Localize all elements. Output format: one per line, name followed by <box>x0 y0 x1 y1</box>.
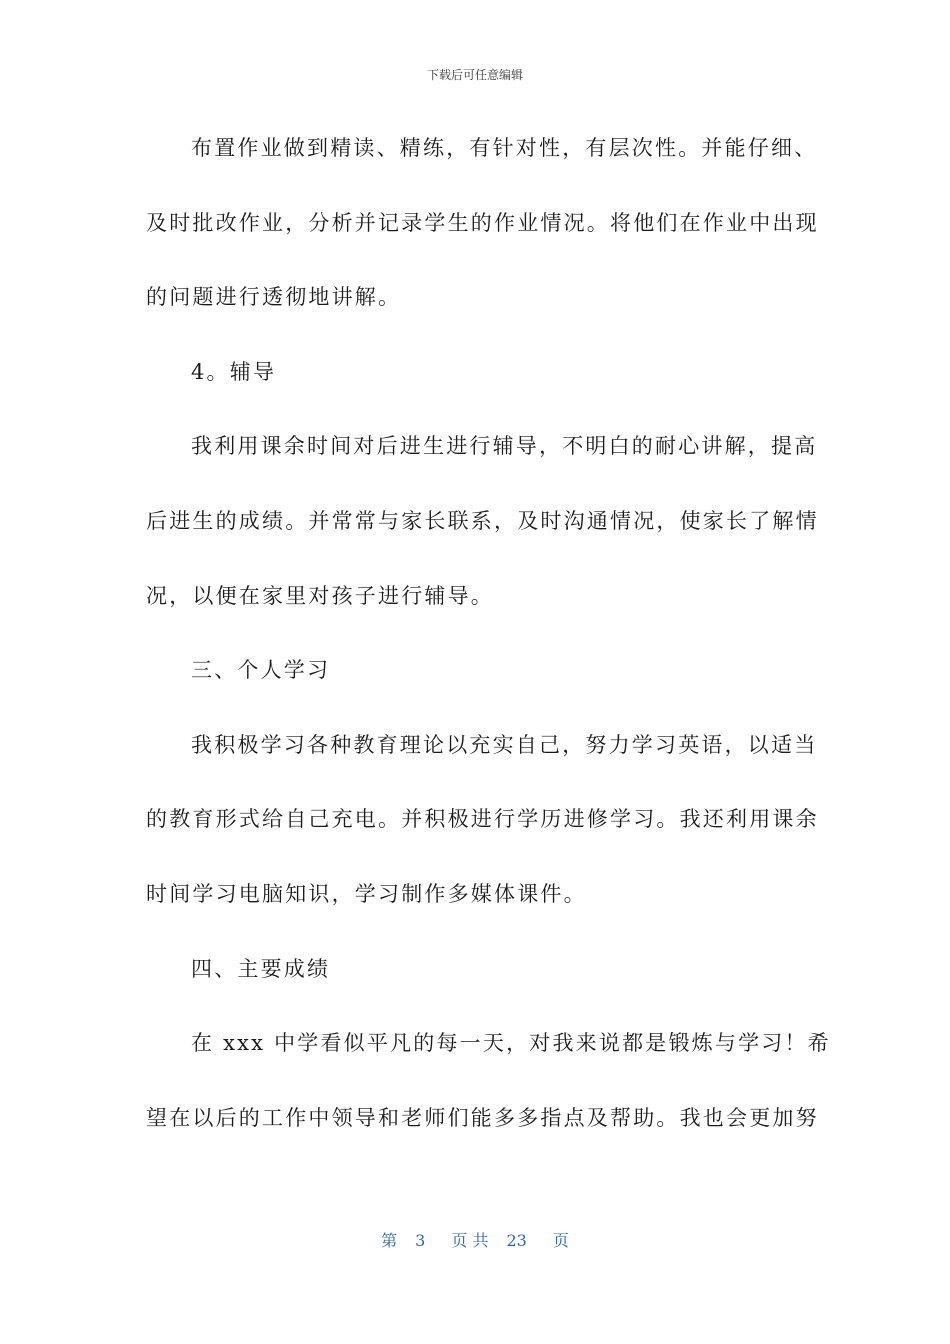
text-line: 后进生的成绩。并常常与家长联系，及时沟通情况，使家长了解情 <box>146 508 819 533</box>
text-line: 我积极学习各种教育理论以充实自己，努力学习英语，以适当 <box>191 732 818 757</box>
section-heading: 三、个人学习 <box>191 658 331 683</box>
current-page-number: 3 <box>415 1231 426 1250</box>
text-line: 在 xxx 中学看似平凡的每一天，对我来说都是锻炼与学习！希 <box>191 1031 831 1056</box>
section-heading: 四、主要成绩 <box>191 956 331 981</box>
text-line: 望在以后的工作中领导和老师们能多多指点及帮助。我也会更加努 <box>146 1105 819 1130</box>
section-heading: 4。辅导 <box>191 359 277 384</box>
footer-middle: 页 共 <box>451 1231 489 1250</box>
text-line: 及时批改作业，分析并记录学生的作业情况。将他们在作业中出现 <box>146 210 819 235</box>
text-line: 时间学习电脑知识，学习制作多媒体课件。 <box>146 881 587 906</box>
page-footer <box>0 1228 950 1251</box>
document-body <box>146 118 831 1162</box>
footer-suffix: 页 <box>552 1231 569 1250</box>
footer-prefix: 第 <box>381 1231 398 1250</box>
page-header: 下载后可任意编辑 <box>426 68 523 82</box>
text-line: 的问题进行透彻地讲解。 <box>146 285 402 310</box>
text-line: 我利用课余时间对后进生进行辅导，不明白的耐心讲解，提高 <box>191 434 818 459</box>
text-line: 况，以便在家里对孩子进行辅导。 <box>146 583 494 608</box>
text-line: 的教育形式给自己充电。并积极进行学历进修学习。我还利用课余 <box>146 807 819 832</box>
text-line: 布置作业做到精读、精练，有针对性，有层次性。并能仔细、 <box>191 136 818 160</box>
total-page-number: 23 <box>506 1231 527 1250</box>
